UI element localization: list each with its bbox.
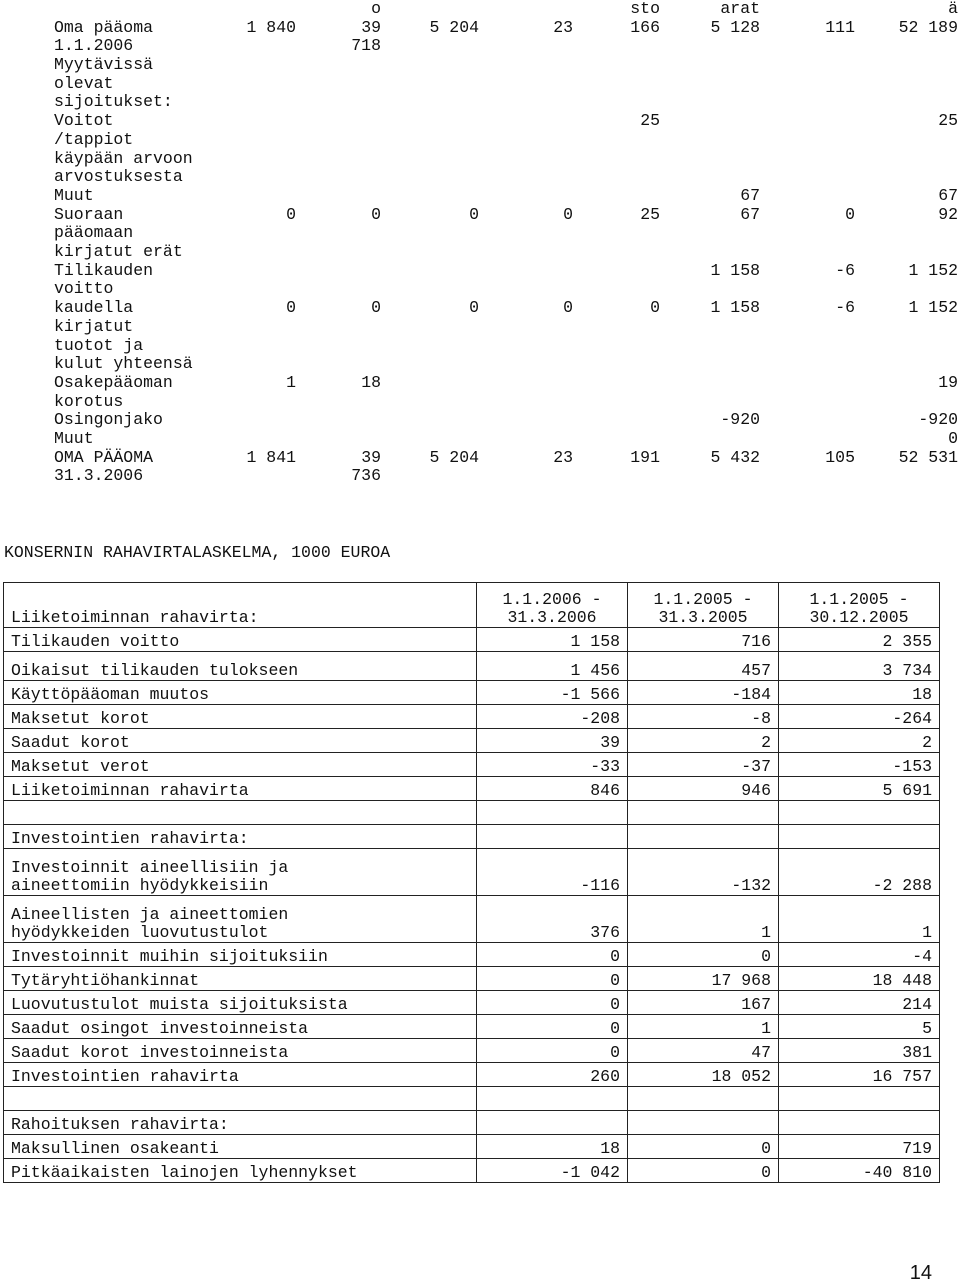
value-2006q1: -208 — [477, 705, 628, 729]
header-period-1: 1.1.2006 - 31.3.2006 — [477, 583, 628, 628]
cashflow-row — [4, 1159, 940, 1183]
value-2005: -153 — [779, 753, 940, 777]
equity-cell: -920 — [720, 410, 760, 430]
equity-cell: 25 — [938, 111, 958, 131]
value-2006q1: 0 — [477, 967, 628, 991]
value-2006q1: -116 — [477, 849, 628, 896]
value-2006q1: 1 158 — [477, 628, 628, 652]
equity-row — [0, 449, 960, 486]
value-2005q1: 167 — [628, 991, 779, 1015]
equity-cell: 0 — [469, 204, 479, 224]
equity-cell: 111 — [825, 17, 855, 37]
equity-row-label: Osingonjako — [54, 410, 163, 430]
equity-cell: o — [371, 0, 381, 18]
equity-cell: 0 — [563, 298, 573, 318]
equity-row — [0, 299, 960, 374]
value-2005: -4 — [779, 943, 940, 967]
value-2005q1: 716 — [628, 628, 779, 652]
header-period-3: 1.1.2005 - 30.12.2005 — [779, 583, 940, 628]
equity-cell: 0 — [469, 298, 479, 318]
value-2005q1: 0 — [628, 1135, 779, 1159]
equity-cell: 1 152 — [908, 260, 958, 280]
row-label: Investoinnit muihin sijoituksiin — [4, 943, 477, 967]
equity-cell: 0 — [845, 204, 855, 224]
equity-cell: 1 158 — [710, 298, 760, 318]
equity-cell: -6 — [835, 298, 855, 318]
equity-cell: arat — [720, 0, 760, 18]
row-label: Oikaisut tilikauden tulokseen — [4, 652, 477, 681]
value-2006q1: -33 — [477, 753, 628, 777]
equity-row — [0, 262, 960, 299]
equity-cell: 0 — [563, 204, 573, 224]
equity-row-label: Suoraan pääomaan kirjatut erät — [54, 204, 183, 262]
equity-row — [0, 19, 960, 56]
cashflow-row — [4, 705, 940, 729]
value-2005q1: -8 — [628, 705, 779, 729]
row-label: Saadut osingot investoinneista — [4, 1015, 477, 1039]
equity-cell: -920 — [918, 410, 958, 430]
value-2005 — [779, 825, 940, 849]
value-2005 — [779, 801, 940, 825]
cashflow-row — [4, 849, 940, 896]
value-2005q1: 17 968 — [628, 967, 779, 991]
value-2006q1: 846 — [477, 777, 628, 801]
equity-cell: 92 — [938, 204, 958, 224]
row-label: Pitkäaikaisten lainojen lyhennykset — [4, 1159, 477, 1183]
row-label: Saadut korot investoinneista — [4, 1039, 477, 1063]
value-2005q1 — [628, 1111, 779, 1135]
equity-row — [0, 374, 960, 411]
equity-row — [0, 112, 960, 187]
value-2006q1: -1 566 — [477, 681, 628, 705]
row-label — [4, 801, 477, 825]
equity-cell: 23 — [553, 447, 573, 467]
equity-cell: 0 — [371, 298, 381, 318]
value-2005: 3 734 — [779, 652, 940, 681]
value-2005q1: 1 — [628, 1015, 779, 1039]
value-2006q1: 376 — [477, 896, 628, 943]
equity-cell: 191 — [630, 447, 660, 467]
equity-row — [0, 206, 960, 262]
cashflow-header-row — [4, 583, 940, 628]
row-label: Investointien rahavirta — [4, 1063, 477, 1087]
header-period-2: 1.1.2005 - 31.3.2005 — [628, 583, 779, 628]
value-2005q1: 2 — [628, 729, 779, 753]
value-2006q1: 0 — [477, 943, 628, 967]
value-2005: 719 — [779, 1135, 940, 1159]
value-2005q1: 1 — [628, 896, 779, 943]
row-label: Käyttöpääoman muutos — [4, 681, 477, 705]
equity-cell: 0 — [650, 298, 660, 318]
value-2005: -2 288 — [779, 849, 940, 896]
equity-cell: 166 — [630, 17, 660, 37]
equity-row — [0, 411, 960, 430]
equity-cell: 39 736 — [351, 447, 381, 486]
equity-row-label: Oma pääoma 1.1.2006 — [54, 17, 154, 56]
value-2005: 18 — [779, 681, 940, 705]
equity-cell: 0 — [948, 429, 958, 449]
value-2005q1: 457 — [628, 652, 779, 681]
equity-row — [0, 0, 960, 19]
row-label — [4, 1087, 477, 1111]
row-label: Tytäryhtiöhankinnat — [4, 967, 477, 991]
equity-cell: 52 189 — [898, 17, 958, 37]
equity-cell: 25 — [640, 111, 660, 131]
value-2005q1: 0 — [628, 943, 779, 967]
equity-cell: 0 — [371, 204, 381, 224]
value-2005: 214 — [779, 991, 940, 1015]
value-2005: 381 — [779, 1039, 940, 1063]
cashflow-row — [4, 1087, 940, 1111]
row-label: Maksullinen osakeanti — [4, 1135, 477, 1159]
equity-cell: 67 — [740, 204, 760, 224]
equity-cell: 19 — [938, 372, 958, 392]
equity-row — [0, 56, 960, 112]
equity-cell: 23 — [553, 17, 573, 37]
value-2005q1: -184 — [628, 681, 779, 705]
value-2005q1: 47 — [628, 1039, 779, 1063]
value-2006q1: 1 456 — [477, 652, 628, 681]
value-2005q1: -132 — [628, 849, 779, 896]
value-2005: 2 — [779, 729, 940, 753]
value-2006q1: 0 — [477, 991, 628, 1015]
value-2005 — [779, 1087, 940, 1111]
equity-row-label: Myytävissä olevat sijoitukset: — [54, 55, 173, 112]
cashflow-row — [4, 628, 940, 652]
equity-cell: 18 — [361, 372, 381, 392]
value-2006q1 — [477, 801, 628, 825]
cashflow-row — [4, 801, 940, 825]
header-label: Liiketoiminnan rahavirta: — [4, 583, 477, 628]
cashflow-row — [4, 729, 940, 753]
equity-row-label: kaudella kirjatut tuotot ja kulut yhteensä — [54, 298, 193, 374]
value-2006q1 — [477, 1087, 628, 1111]
equity-cell: sto — [630, 0, 660, 18]
value-2005q1: 18 052 — [628, 1063, 779, 1087]
equity-row-label: Tilikauden voitto — [54, 260, 154, 299]
row-label: Liiketoiminnan rahavirta — [4, 777, 477, 801]
value-2006q1: 39 — [477, 729, 628, 753]
value-2006q1 — [477, 1111, 628, 1135]
cashflow-row — [4, 1111, 940, 1135]
cashflow-row — [4, 967, 940, 991]
value-2006q1: -1 042 — [477, 1159, 628, 1183]
equity-row-label: Voitot /tappiot käypään arvoon arvostuksesta — [54, 111, 193, 187]
equity-cell: ä — [948, 0, 958, 18]
equity-row — [0, 430, 960, 449]
cashflow-row — [4, 777, 940, 801]
equity-cell: 52 531 — [898, 447, 958, 467]
equity-cell: 1 — [286, 372, 296, 392]
value-2005: 1 — [779, 896, 940, 943]
equity-cell: 67 — [938, 185, 958, 205]
equity-cell: 67 — [740, 185, 760, 205]
value-2005 — [779, 1111, 940, 1135]
cashflow-row — [4, 896, 940, 943]
value-2005q1: -37 — [628, 753, 779, 777]
value-2005: 16 757 — [779, 1063, 940, 1087]
cashflow-row — [4, 652, 940, 681]
cashflow-row — [4, 943, 940, 967]
value-2005q1: 946 — [628, 777, 779, 801]
row-label: Investointien rahavirta: — [4, 825, 477, 849]
row-label: Tilikauden voitto — [4, 628, 477, 652]
cashflow-row — [4, 1063, 940, 1087]
equity-statement — [0, 0, 960, 486]
cashflow-row — [4, 991, 940, 1015]
value-2006q1: 260 — [477, 1063, 628, 1087]
row-label: Aineellisten ja aineettomien hyödykkeiden luovutustulot — [4, 896, 477, 943]
value-2005: 2 355 — [779, 628, 940, 652]
value-2005q1 — [628, 801, 779, 825]
equity-row-label: Muut — [54, 429, 94, 449]
equity-cell: 5 204 — [429, 17, 479, 37]
row-label: Investoinnit aineellisiin ja aineettomiin hyödykkeisiin — [4, 849, 477, 896]
value-2005: -264 — [779, 705, 940, 729]
value-2006q1: 18 — [477, 1135, 628, 1159]
row-label: Rahoituksen rahavirta: — [4, 1111, 477, 1135]
value-2005q1 — [628, 1087, 779, 1111]
equity-cell: -6 — [835, 260, 855, 280]
value-2005: 5 691 — [779, 777, 940, 801]
equity-cell: 105 — [825, 447, 855, 467]
equity-cell: 1 841 — [246, 447, 296, 467]
cashflow-row — [4, 1015, 940, 1039]
row-label: Luovutustulot muista sijoituksista — [4, 991, 477, 1015]
row-label: Maksetut korot — [4, 705, 477, 729]
value-2006q1: 0 — [477, 1039, 628, 1063]
equity-row-label: Muut — [54, 185, 94, 205]
equity-cell: 5 128 — [710, 17, 760, 37]
cashflow-row — [4, 753, 940, 777]
value-2005: 18 448 — [779, 967, 940, 991]
equity-cell: 5 432 — [710, 447, 760, 467]
value-2006q1: 0 — [477, 1015, 628, 1039]
equity-cell: 1 840 — [246, 17, 296, 37]
row-label: Maksetut verot — [4, 753, 477, 777]
value-2005: 5 — [779, 1015, 940, 1039]
row-label: Saadut korot — [4, 729, 477, 753]
cashflow-row — [4, 681, 940, 705]
equity-cell: 25 — [640, 204, 660, 224]
equity-cell: 39 718 — [351, 17, 381, 56]
cashflow-title: KONSERNIN RAHAVIRTALASKELMA, 1000 EUROA — [4, 543, 391, 562]
equity-cell: 0 — [286, 204, 296, 224]
equity-row-label: Osakepääoman korotus — [54, 372, 173, 411]
value-2005q1: 0 — [628, 1159, 779, 1183]
equity-cell: 1 152 — [908, 298, 958, 318]
equity-cell: 0 — [286, 298, 296, 318]
cashflow-row — [4, 1135, 940, 1159]
value-2005q1 — [628, 825, 779, 849]
cashflow-row — [4, 825, 940, 849]
equity-row-label: OMA PÄÄOMA 31.3.2006 — [54, 447, 154, 486]
equity-row — [0, 187, 960, 206]
value-2005: -40 810 — [779, 1159, 940, 1183]
equity-cell: 5 204 — [429, 447, 479, 467]
cashflow-table — [3, 582, 940, 1183]
cashflow-row — [4, 1039, 940, 1063]
equity-cell: 1 158 — [710, 260, 760, 280]
value-2006q1 — [477, 825, 628, 849]
page-number: 14 — [909, 1262, 932, 1284]
